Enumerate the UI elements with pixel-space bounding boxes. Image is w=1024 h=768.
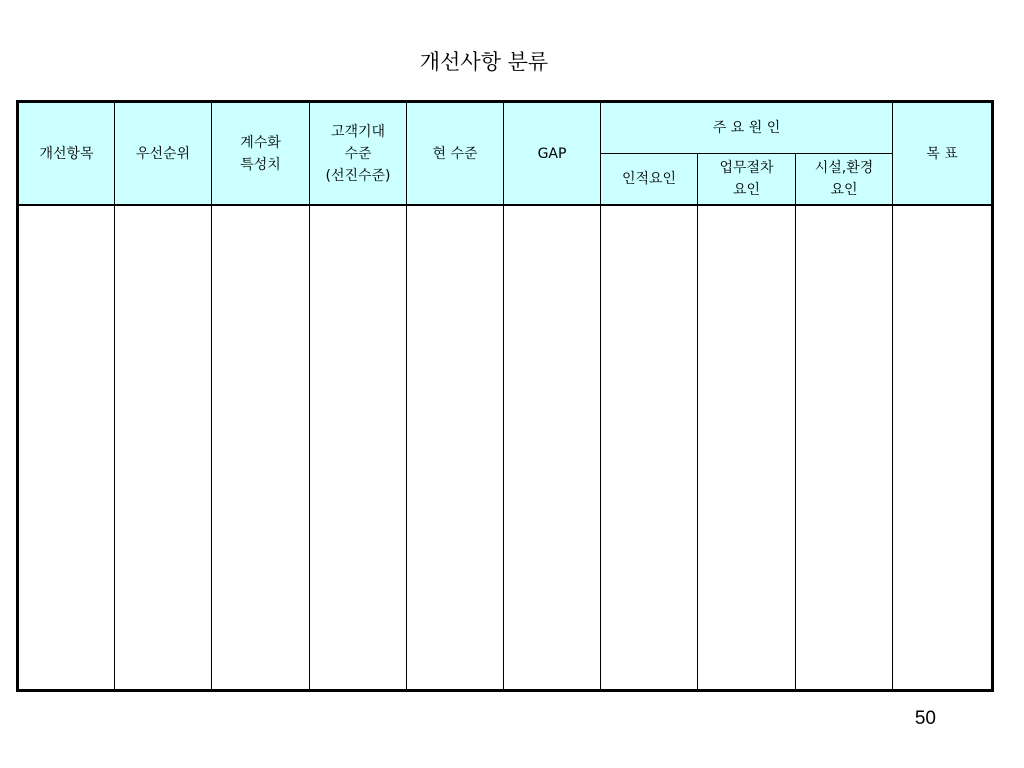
table-cell: [601, 205, 698, 691]
header-current-level: 현 수준: [407, 102, 504, 206]
page-number: 50: [914, 708, 936, 729]
header-target: 목 표: [893, 102, 993, 206]
page-title: 개선사항 분류: [419, 50, 549, 74]
header-main-cause: 주 요 원 인: [601, 102, 893, 154]
table-cell: [893, 205, 993, 691]
table-cell: [698, 205, 796, 691]
table-row: [18, 205, 993, 691]
improvement-classification-table: [16, 100, 994, 692]
header-human-factor: 인적요인: [601, 154, 698, 206]
header-process-factor: 업무절차 요인: [698, 154, 796, 206]
table-cell: [407, 205, 504, 691]
table-cell: [115, 205, 212, 691]
header-gap: GAP: [504, 102, 601, 206]
table-cell: [796, 205, 893, 691]
header-priority: 우선순위: [115, 102, 212, 206]
table-cell: [18, 205, 115, 691]
table-cell: [310, 205, 407, 691]
header-quantify: 계수화 특성치: [212, 102, 310, 206]
header-item: 개선항목: [18, 102, 115, 206]
table-cell: [212, 205, 310, 691]
header-customer-expectation: 고객기대 수준 (선진수준): [310, 102, 407, 206]
header-facility-factor: 시설,환경 요인: [796, 154, 893, 206]
table-cell: [504, 205, 601, 691]
improvement-classification-table-container: [16, 100, 991, 692]
